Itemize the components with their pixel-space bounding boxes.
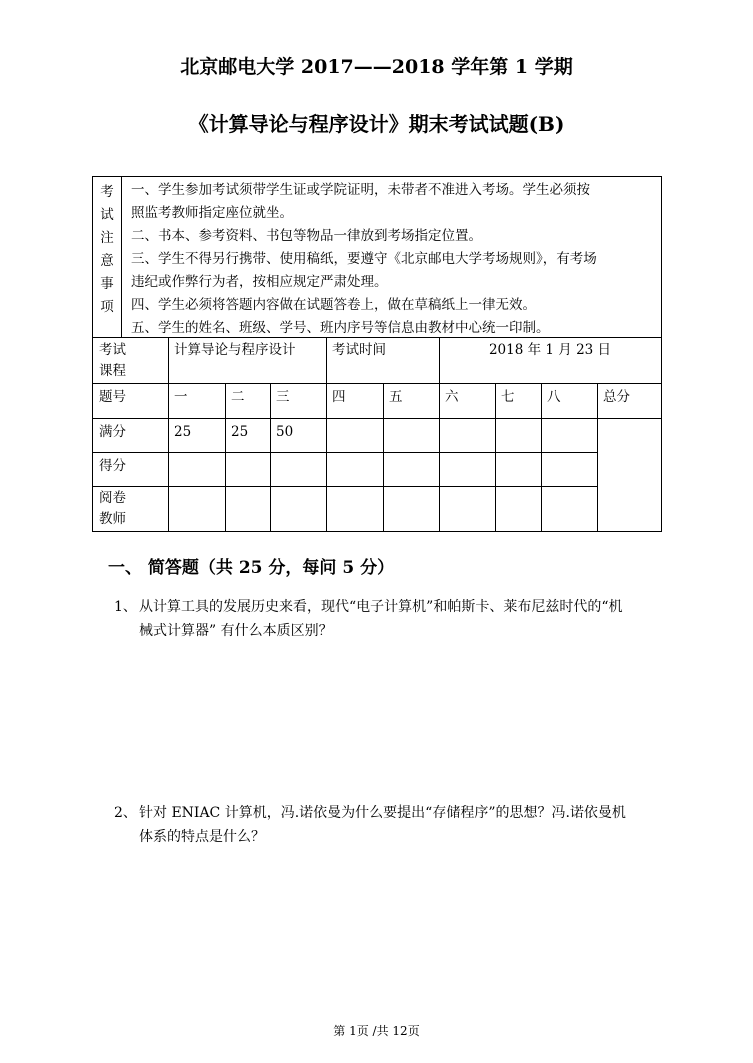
notice-label-char: 注	[100, 230, 114, 246]
question-number-mark: 2、	[114, 805, 137, 821]
notice-label	[93, 177, 122, 337]
notice-line: 四、学生必须将答题内容做在试题答卷上，做在草稿纸上一律无效。	[131, 297, 536, 313]
notice-line: 三、学生不得另行携带、使用稿纸，要遵守《北京邮电大学考场规则》，有考场	[131, 251, 597, 267]
grader-label	[93, 486, 168, 530]
score-label: 得分	[99, 458, 126, 474]
question-number: 八	[547, 389, 561, 405]
exam-header-title: 《计算导论与程序设计》期末考试试题(B)	[188, 112, 565, 136]
question-number: 五	[389, 389, 403, 405]
exam-header-university: 北京邮电大学 2017——2018 学年第 1 学期	[180, 56, 573, 78]
course-label	[93, 338, 168, 382]
notice-line: 二、书本、参考资料、书包等物品一律放到考场指定位置。	[131, 228, 482, 244]
question-line: 针对 ENIAC 计算机，冯.诺依曼为什么要提出“存储程序”的思想？冯.诺依曼机	[139, 805, 626, 821]
question-number-label: 题号	[99, 389, 126, 405]
notice-label-char: 试	[100, 207, 114, 223]
table-rule	[93, 383, 661, 384]
exam-notice-box	[92, 176, 662, 338]
full-score-value: 50	[276, 424, 294, 440]
notice-line: 五、学生的姓名、班级、学号、班内序号等信息由教材中心统一印制。	[131, 320, 550, 336]
notice-label-char: 考	[100, 184, 114, 200]
notice-text	[131, 179, 659, 340]
notice-label-char: 事	[100, 276, 114, 292]
notice-line: 违纪或作弊行为者，按相应规定严肃处理。	[131, 274, 388, 290]
course-name: 计算导论与程序设计	[174, 342, 296, 358]
section-title: 一、 简答题（共 25 分，每问 5 分）	[108, 558, 395, 578]
table-rule	[93, 418, 661, 419]
exam-time-label: 考试时间	[332, 342, 386, 358]
exam-time-value: 2018 年 1 月 23 日	[488, 342, 612, 358]
full-score-value: 25	[174, 424, 192, 440]
course-label-line: 考试	[99, 342, 126, 358]
notice-label-char: 项	[100, 299, 114, 315]
full-score-value: 25	[231, 424, 249, 440]
question-line: 械式计算器” 有什么本质区别？	[139, 623, 333, 639]
question-number: 六	[445, 389, 459, 405]
table-rule	[326, 338, 327, 531]
question-number: 三	[276, 389, 290, 405]
total-score-label: 总分	[603, 389, 630, 405]
question-number: 四	[332, 389, 346, 405]
full-score-label: 满分	[99, 424, 126, 440]
notice-line: 一、学生参加考试须带学生证或学院证明，未带者不准进入考场。学生必须按	[131, 182, 590, 198]
course-label-line: 课程	[99, 363, 126, 379]
page-footer: 第 1页 /共 12页	[333, 1024, 420, 1038]
question-number: 七	[501, 389, 515, 405]
question-number: 二	[231, 389, 245, 405]
question-line: 从计算工具的发展历史来看，现代“电子计算机”和帕斯卡、莱布尼兹时代的“机	[139, 599, 623, 615]
question-line: 体系的特点是什么？	[139, 829, 265, 845]
notice-label-char: 意	[100, 253, 114, 269]
question-number: 一	[174, 389, 188, 405]
question-1	[114, 595, 674, 643]
grader-label-line: 阅卷	[99, 490, 126, 506]
score-table	[92, 337, 662, 532]
table-rule	[439, 338, 440, 531]
question-number-mark: 1、	[114, 599, 137, 615]
notice-line: 照监考教师指定座位就坐。	[131, 205, 293, 221]
question-2	[114, 801, 674, 849]
grader-label-line: 教师	[99, 511, 126, 527]
